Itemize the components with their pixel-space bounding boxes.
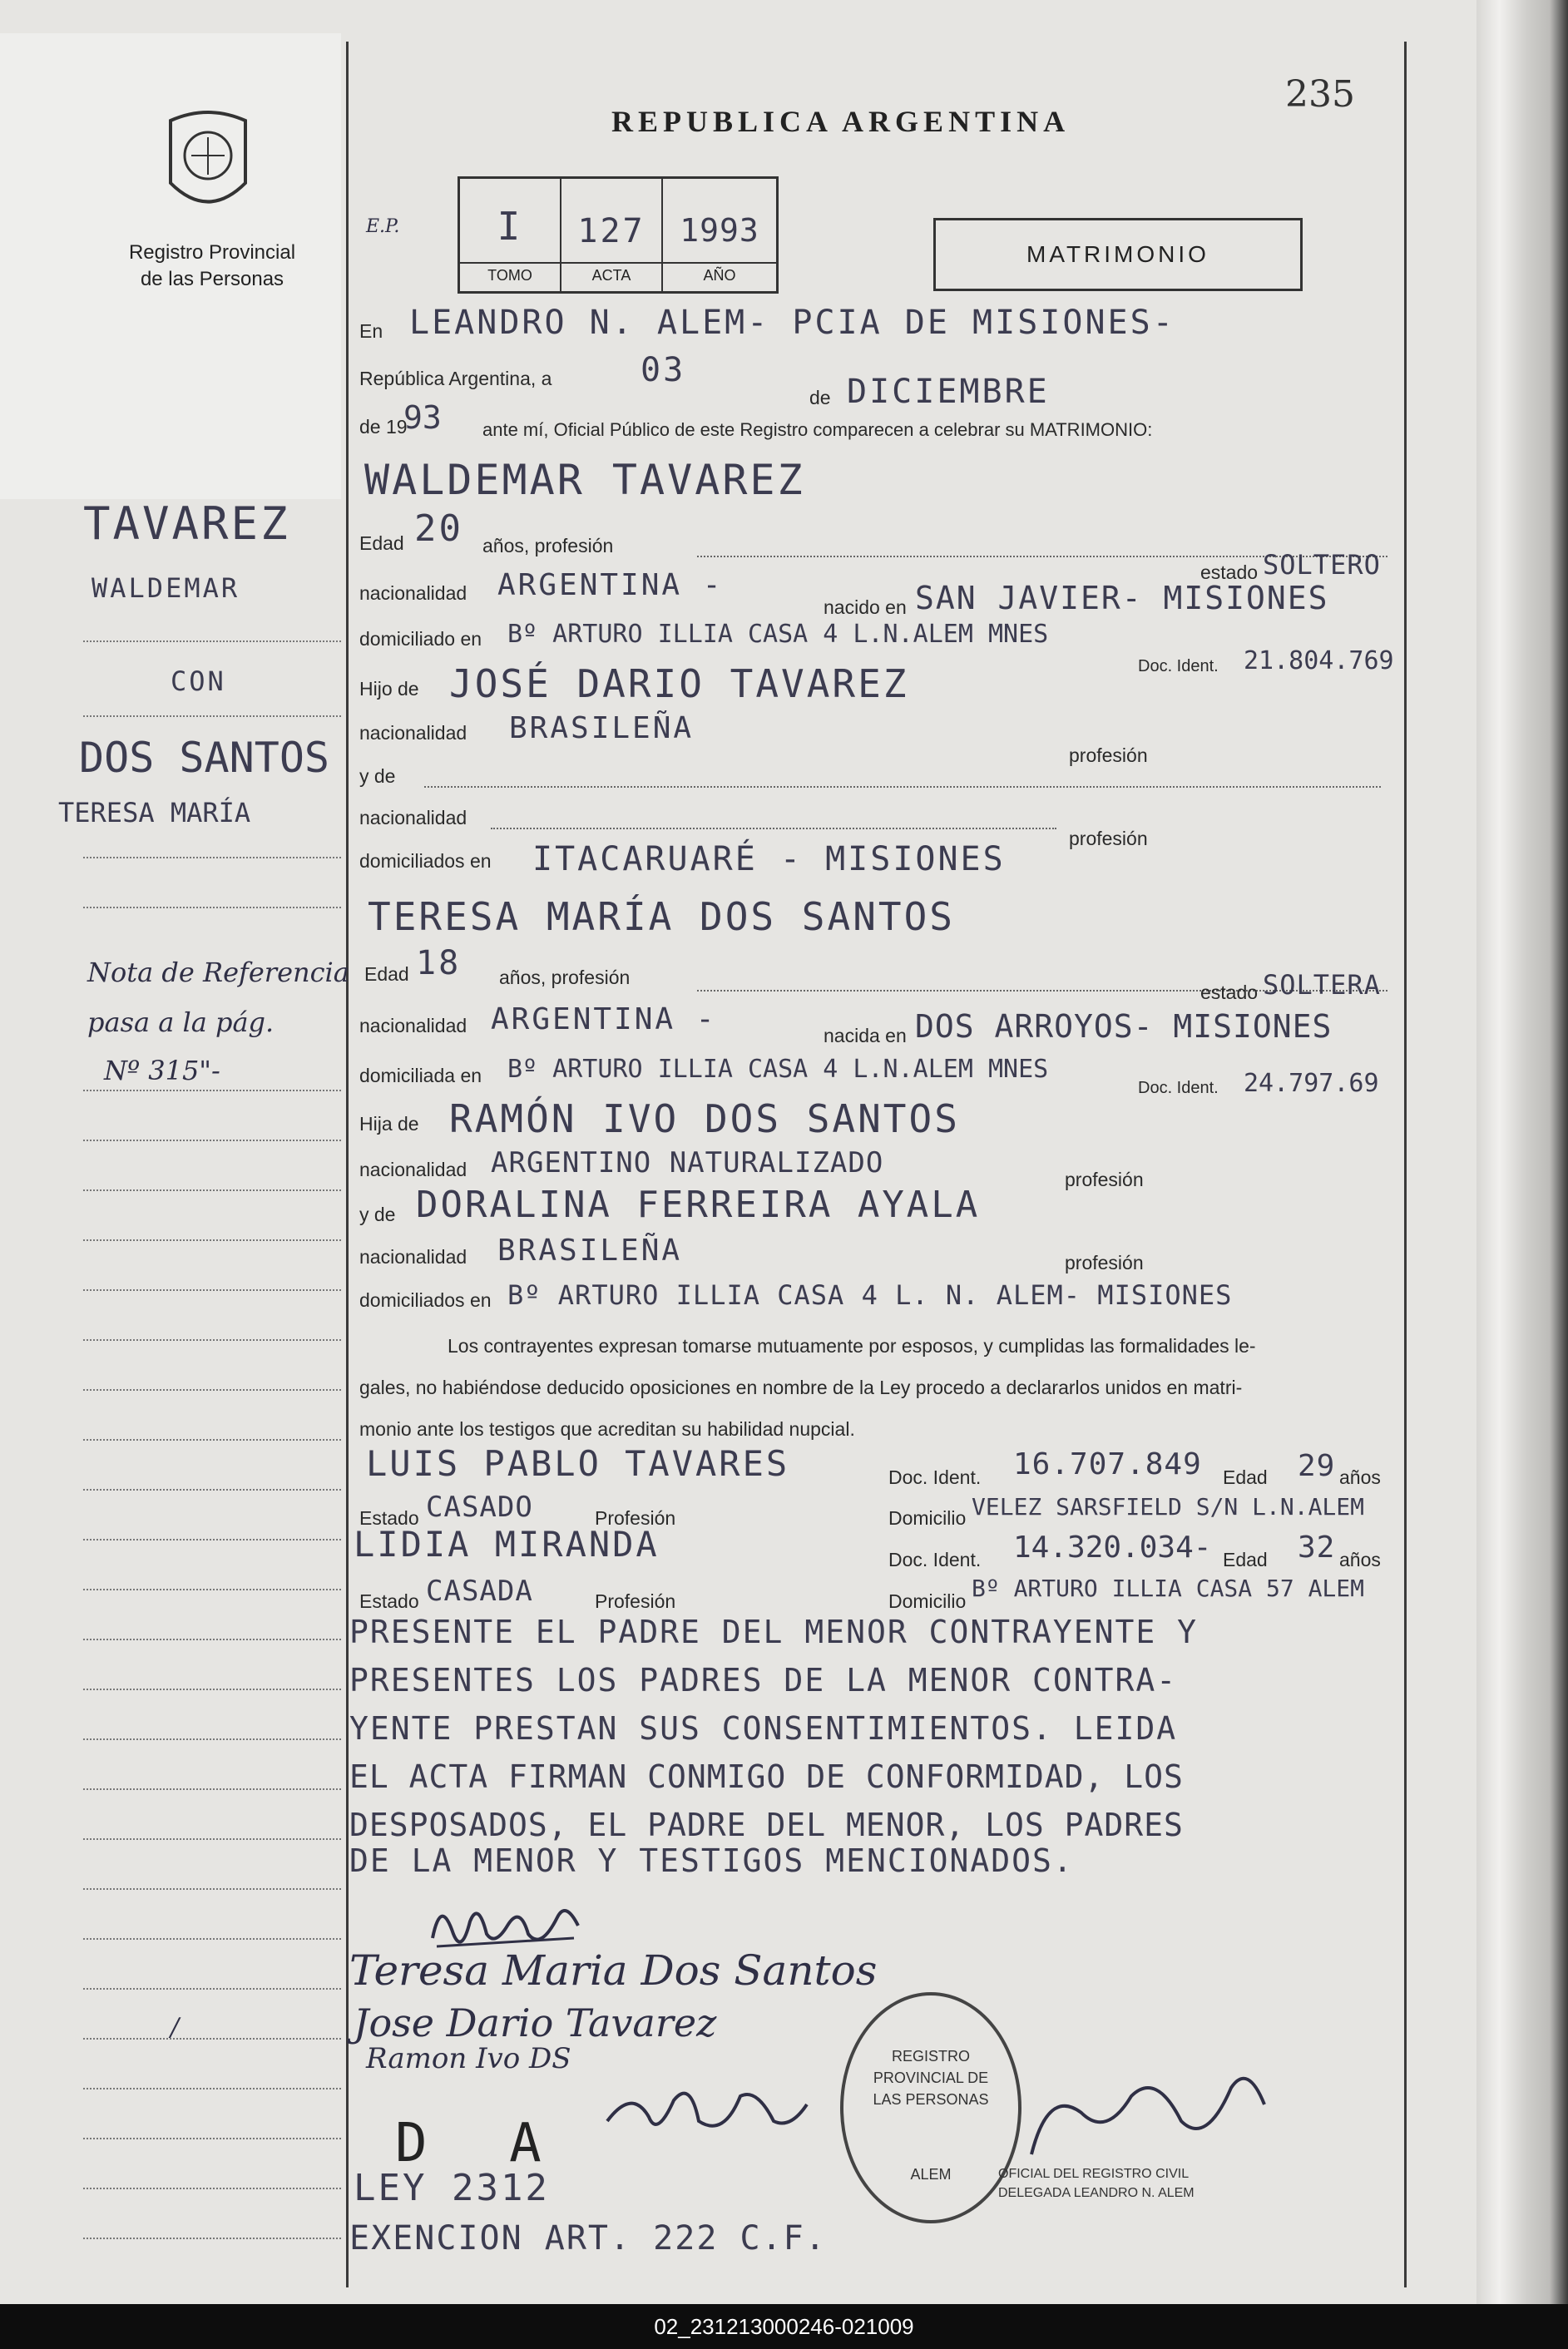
place-value: LEANDRO N. ALEM- PCIA DE MISIONES- [409, 304, 1175, 342]
registry-line2: de las Personas [140, 268, 284, 290]
witness2-estado-label: Estado [359, 1590, 419, 1612]
exemption-note: EXENCION ART. 222 C.F. [349, 2219, 827, 2258]
doc-type-box: MATRIMONIO [933, 218, 1303, 291]
signature-bride: Teresa Maria Dos Santos [349, 1946, 878, 1995]
page-number: 235 [1285, 73, 1355, 116]
bride-father: RAMÓN IVO DOS SANTOS [449, 1096, 960, 1141]
groom-address: Bº ARTURO ILLIA CASA 4 L.N.ALEM MNES [507, 620, 1049, 649]
margin-rule [83, 1988, 341, 1990]
witness2-doc: 14.320.034- [1013, 1531, 1212, 1565]
bride-father-nationality: ARGENTINO NATURALIZADO [491, 1146, 884, 1179]
groom-father-nationality: BRASILEÑA [509, 711, 695, 745]
bride-address: Bº ARTURO ILLIA CASA 4 L.N.ALEM MNES [507, 1055, 1049, 1084]
registry-label [100, 240, 324, 293]
margin-divider [346, 42, 349, 2287]
registry-line1: Registro Provincial [128, 241, 296, 264]
margin-bride-surname: DOS SANTOS [79, 734, 330, 782]
witness2-domicilio: Bº ARTURO ILLIA CASA 57 ALEM [972, 1575, 1365, 1602]
witness2-age: 32 [1298, 1531, 1336, 1565]
witness1-profesion-label: Profesión [595, 1507, 676, 1529]
groom-parents-address: ITACARUARÉ - MISIONES [532, 840, 1006, 878]
bride-estado: SOLTERA [1263, 969, 1381, 1001]
groom-anos-label: años, profesión [482, 535, 614, 556]
groom-nacido-label: nacido en [824, 596, 907, 618]
witness1-edad-label: Edad [1223, 1466, 1268, 1488]
tomo-label: TOMO [460, 262, 560, 284]
witness1-domicilio-label: Domicilio [888, 1507, 967, 1529]
margin-groom-surname: TAVAREZ [83, 497, 290, 550]
month-value: DICIEMBRE [847, 373, 1050, 411]
official-signature [1015, 2055, 1281, 2171]
bride-nacida-label: nacida en [824, 1025, 907, 1046]
en-label: En [359, 320, 383, 342]
margin-note-line3: Nº 315"- [104, 1055, 220, 1086]
signature-groom-father: Jose Dario Tavarez [354, 2000, 717, 2045]
bride-doc-label: Doc. Ident. [1138, 1079, 1219, 1097]
acta-cell [561, 179, 663, 291]
margin-rule [83, 2138, 341, 2139]
margin-rule [83, 715, 341, 717]
bride-nacionalidad-label: nacionalidad [359, 1015, 467, 1036]
margin-rule [83, 1788, 341, 1790]
groom-father: JOSÉ DARIO TAVAREZ [449, 661, 909, 706]
bride-yde-label: y de [359, 1204, 396, 1225]
groom-age: 20 [414, 507, 463, 550]
signature-bride-father: Ramon Ivo DS [366, 2042, 571, 2075]
margin-rule [83, 2238, 341, 2239]
anio-value: 1993 [680, 212, 759, 249]
margin-groom-name: WALDEMAR [92, 572, 240, 604]
margin-rule [83, 1938, 341, 1940]
margin-note-line1: Nota de Referencia [87, 957, 349, 988]
margin-rule [83, 1689, 341, 1690]
record-box [458, 176, 779, 294]
margin-rule [83, 2038, 341, 2040]
anio-cell [663, 179, 776, 291]
signature-bride-mother [599, 2071, 815, 2146]
margin-note-line2: pasa a la pág. [87, 1006, 275, 1038]
margin-rule [83, 640, 341, 642]
groom-estado-label: estado [1200, 561, 1259, 583]
groom-mother-nac-label: nacionalidad [359, 807, 467, 828]
bride-mother: DORALINA FERREIRA AYALA [416, 1184, 981, 1226]
groom-doc: 21.804.769 [1244, 646, 1394, 675]
bride-birthplace: DOS ARROYOS- MISIONES [915, 1008, 1333, 1045]
year-suffix: 93 [403, 399, 442, 436]
groom-father-nac-label: nacionalidad [359, 722, 467, 744]
witness2-edad-label: Edad [1223, 1549, 1268, 1570]
official-stamp-line2: DELEGADA LEANDRO N. ALEM [998, 2186, 1195, 2200]
witness2-profesion-label: Profesión [595, 1590, 676, 1612]
witness1-age: 29 [1298, 1449, 1336, 1483]
provincial-seal-icon [158, 104, 258, 220]
margin-rule [83, 1589, 341, 1590]
acta-label: ACTA [561, 262, 661, 284]
law-note: LEY 2312 [354, 2167, 550, 2209]
margin-rule [83, 2088, 341, 2089]
declaration-line2: gales, no habiéndose deducido oposiciones en nombre de la Ley procedo a declararlos unidos en matri- [359, 1377, 1243, 1398]
observation-line2: PRESENTES LOS PADRES DE LA MENOR CONTRA- [349, 1662, 1178, 1699]
bride-domiciliados-label: domiciliados en [359, 1289, 492, 1311]
republic-label: República Argentina, a [359, 368, 552, 389]
margin-dash: / [171, 2013, 180, 2042]
margin-rule [83, 2188, 341, 2189]
margin-rule [83, 1189, 341, 1191]
groom-doc-label: Doc. Ident. [1138, 657, 1219, 675]
ep-note: E.P. [366, 216, 400, 237]
groom-nacionalidad-label: nacionalidad [359, 582, 467, 604]
declaration-line3: monio ante los testigos que acreditan su habilidad nupcial. [359, 1418, 855, 1440]
margin-rule [83, 1888, 341, 1890]
margin-rule [83, 1439, 341, 1441]
groom-birthplace: SAN JAVIER- MISIONES [915, 580, 1329, 616]
observation-line1: PRESENTE EL PADRE DEL MENOR CONTRAYENTE Y [349, 1614, 1198, 1650]
margin-rule [83, 1838, 341, 1840]
margin-rule [83, 1639, 341, 1640]
groom-full-name: WALDEMAR TAVAREZ [364, 456, 805, 504]
country-title: REPUBLICA ARGENTINA [611, 105, 1071, 138]
witness1-anos-label: años [1339, 1466, 1381, 1488]
bride-age: 18 [416, 944, 462, 982]
margin-rule [83, 1738, 341, 1740]
witness2-name: LIDIA MIRANDA [354, 1524, 660, 1565]
declaration-line1: Los contrayentes expresan tomarse mutuamente por esposos, y cumplidas las formalidades le- [448, 1335, 1256, 1357]
witness1-estado: CASADO [426, 1491, 533, 1524]
margin-rule [83, 857, 341, 858]
bride-hija-label: Hija de [359, 1113, 419, 1135]
da-mark: D A [395, 2113, 566, 2174]
bride-parents-address: Bº ARTURO ILLIA CASA 4 L. N. ALEM- MISIONES [507, 1279, 1233, 1311]
bride-domiciliada-label: domiciliada en [359, 1065, 482, 1086]
observation-line5: DESPOSADOS, EL PADRE DEL MENOR, LOS PADRES [349, 1807, 1184, 1843]
tomo-value: I [497, 204, 523, 249]
margin-con: CON [171, 665, 226, 697]
dotted-line [491, 828, 1056, 829]
margin-rule [83, 1289, 341, 1291]
witness2-doc-label: Doc. Ident. [888, 1549, 982, 1570]
groom-edad-label: Edad [359, 532, 404, 554]
groom-nationality: ARGENTINA - [497, 568, 724, 602]
observation-line4: EL ACTA FIRMAN CONMIGO DE CONFORMIDAD, LOS [349, 1758, 1184, 1795]
witness1-name: LUIS PABLO TAVARES [366, 1443, 790, 1484]
observation-line3: YENTE PRESTAN SUS CONSENTIMIENTOS. LEIDA [349, 1710, 1178, 1747]
dotted-line [424, 786, 1381, 788]
groom-hijo-label: Hijo de [359, 678, 419, 700]
witness1-doc-label: Doc. Ident. [888, 1466, 982, 1488]
witness2-domicilio-label: Domicilio [888, 1590, 967, 1612]
bride-doc: 24.797.69 [1244, 1069, 1379, 1098]
bride-full-name: TERESA MARÍA DOS SANTOS [368, 894, 955, 939]
witness2-anos-label: años [1339, 1549, 1381, 1570]
margin-rule [83, 1140, 341, 1141]
margin-rule [83, 907, 341, 908]
bride-mother-nationality: BRASILEÑA [497, 1234, 683, 1268]
margin-rule [83, 1489, 341, 1491]
round-stamp-bottom: ALEM [910, 2166, 952, 2183]
groom-father-prof-label: profesión [1069, 744, 1148, 766]
bride-mother-nac-label: nacionalidad [359, 1246, 467, 1268]
de-label: de [809, 387, 831, 408]
groom-yde-label: y de [359, 765, 396, 787]
margin-rule [83, 1539, 341, 1540]
margin-rule [83, 1339, 341, 1341]
intro-statement: ante mí, Oficial Público de este Registro comparecen a celebrar su MATRIMONIO: [482, 419, 1153, 440]
groom-mother-prof-label: profesión [1069, 828, 1148, 849]
groom-domiciliado-label: domiciliado en [359, 628, 482, 650]
witness1-doc: 16.707.849 [1013, 1447, 1202, 1481]
day-value: 03 [641, 351, 686, 389]
bride-edad-label: Edad [364, 963, 409, 985]
anio-label: AÑO [663, 262, 776, 284]
margin-rule [83, 1239, 341, 1241]
groom-estado: SOLTERO [1263, 549, 1381, 581]
bride-anos-label: años, profesión [499, 967, 631, 988]
observation-line6: DE LA MENOR Y TESTIGOS MENCIONADOS. [349, 1842, 1074, 1879]
right-border [1404, 42, 1407, 2287]
tomo-cell [460, 179, 561, 291]
official-stamp-line1: OFICIAL DEL REGISTRO CIVIL [998, 2167, 1190, 2181]
witness1-estado-label: Estado [359, 1507, 419, 1529]
groom-domiciliados-label: domiciliados en [359, 850, 492, 872]
margin-rule [83, 1389, 341, 1391]
bride-nationality: ARGENTINA - [491, 1002, 717, 1036]
acta-value: 127 [577, 212, 646, 250]
witness1-domicilio: VELEZ SARSFIELD S/N L.N.ALEM [972, 1493, 1365, 1521]
scan-id-footer: 02_231213000246-021009 [654, 2314, 914, 2339]
margin-rule [83, 1090, 341, 1091]
round-stamp [840, 1992, 1021, 2223]
round-stamp-text: REGISTRO PROVINCIAL DE LAS PERSONAS [873, 2048, 989, 2108]
witness2-estado: CASADA [426, 1575, 533, 1608]
bride-mother-prof-label: profesión [1065, 1252, 1144, 1273]
bride-father-nac-label: nacionalidad [359, 1159, 467, 1180]
margin-bride-name: TERESA MARÍA [58, 797, 251, 828]
year-prefix: de 19 [359, 416, 408, 438]
bride-father-prof-label: profesión [1065, 1169, 1144, 1190]
bride-estado-label: estado [1200, 982, 1259, 1003]
book-binding [1476, 0, 1568, 2304]
